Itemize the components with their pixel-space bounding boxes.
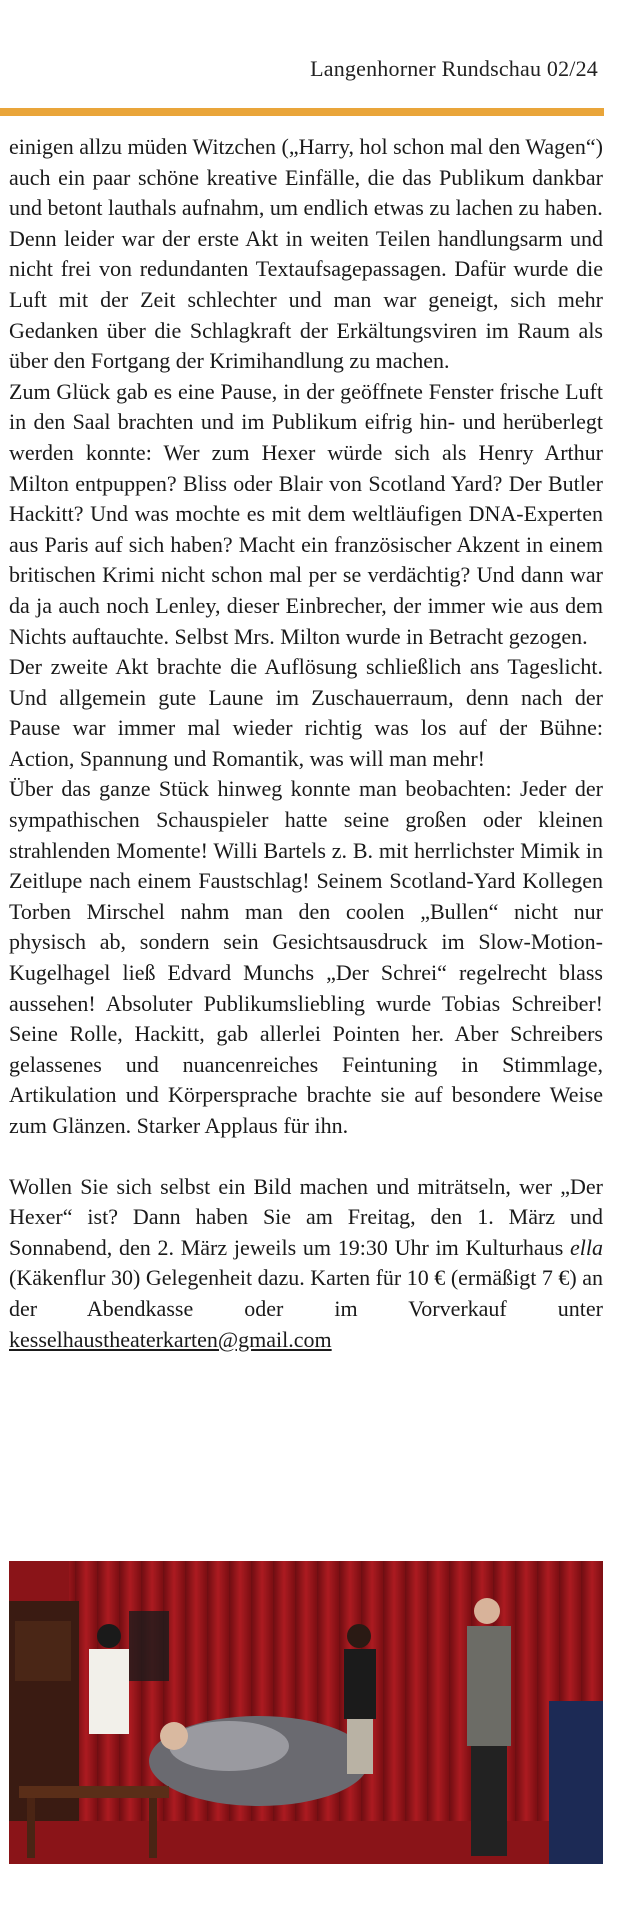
event-info-paragraph	[9, 1172, 603, 1356]
article-paragraph-5: Über das ganze Stück hinweg konnte man beobachten: Jeder der sympathischen Schauspieler hatte seine großen oder kleinen strahlenden Momente! Willi Bartels z. B. mit herrlichster Mimik in Zeitlupe nach einem Faustschlag! Seinem Scotland-Yard Kollegen Torben Mirschel nahm man den coolen „Bullen“ nicht nur physisch ab, sondern sein Gesichtsausdruck im Slow-Motion-Kugelhagel ließ Edvard Munchs „Der Schrei“ regelrecht blass aussehen! Absoluter Publikumsliebling wurde Tobias Schreiber! Seine Rolle, Hackitt, gab allerlei Pointen her. Aber Schreibers gelassenes und nuancenreiches Feintuning in Stimmlage, Artikulation und Körpersprache brachte sie auf besondere Weise zum Glänzen. Starker Applaus für ihn.	[9, 776, 603, 1138]
article-paragraph-3: Zum Glück gab es eine Pause, in der geöffnete Fenster frische Luft in den Saal brachten und im Publikum eifrig hin- und herüberlegt werden konnte: Wer zum Hexer würde sich als Henry Arthur Milton entpuppen? Bliss oder Blair von Scotland Yard? Der Butler Hackitt? Und was mochte es mit dem weltläufigen DNA-Experten aus Paris auf sich haben? Macht ein französischer Akzent in einem britischen Krimi nicht schon mal per se verdächtig? Und dann war da ja auch noch Lenley, dieser Einbrecher, der immer wie aus dem Nichts auftauchte. Selbst Mrs. Milton wurde in Betracht gezogen.	[9, 378, 603, 649]
ticket-email-link[interactable]: kesselhaustheaterkarten@gmail.com	[9, 1326, 332, 1352]
article-body	[9, 132, 603, 1355]
article-paragraph-1: einigen allzu müden Witzchen („Harry, hol schon mal den Wagen“) auch ein paar schöne kreative Einfälle, die das Publikum dankbar und betont lauthals aufnahm, um endlich etwas zu lachen zu haben.	[9, 134, 603, 221]
event-info-text-2: (Käkenflur 30) Gelegenheit dazu. Karten für 10 € (ermäßigt 7 €) an der Abendkasse oder im Vorverkauf unter	[9, 1265, 603, 1321]
event-info-text: Wollen Sie sich selbst ein Bild machen und miträtseln, wer „Der Hexer“ ist? Dann haben Sie am Freitag, den 1. März und Sonnabend, den 2. März jeweils um 19:30 Uhr im Kulturhaus	[9, 1173, 603, 1260]
publication-header: Langenhorner Rundschau 02/24	[310, 56, 598, 81]
article-paragraph-4: Der zweite Akt brachte die Auflösung schließlich ans Tageslicht. Und allgemein gute Laune im Zuschauerraum, denn nach der Pause war immer mal wieder richtig was los auf der Bühne: Action, Spannung und Romantik, was will man mehr!	[9, 654, 603, 771]
venue-name: ella	[570, 1234, 603, 1260]
stage-photo	[9, 1561, 603, 1864]
article-paragraph-2: Denn leider war der erste Akt in weiten Teilen handlungsarm und nicht frei von redundanten Textaufsagepassagen. Dafür wurde die Luft mit der Zeit schlechter und man war geneigt, sich mehr Gedanken über die Schlagkraft der Erkältungsviren im Raum als über den Fortgang der Krimihandlung zu machen.	[9, 225, 603, 374]
header-divider	[0, 108, 604, 116]
stage-scene-illustration	[9, 1561, 603, 1864]
paragraph-gap	[9, 1142, 603, 1172]
